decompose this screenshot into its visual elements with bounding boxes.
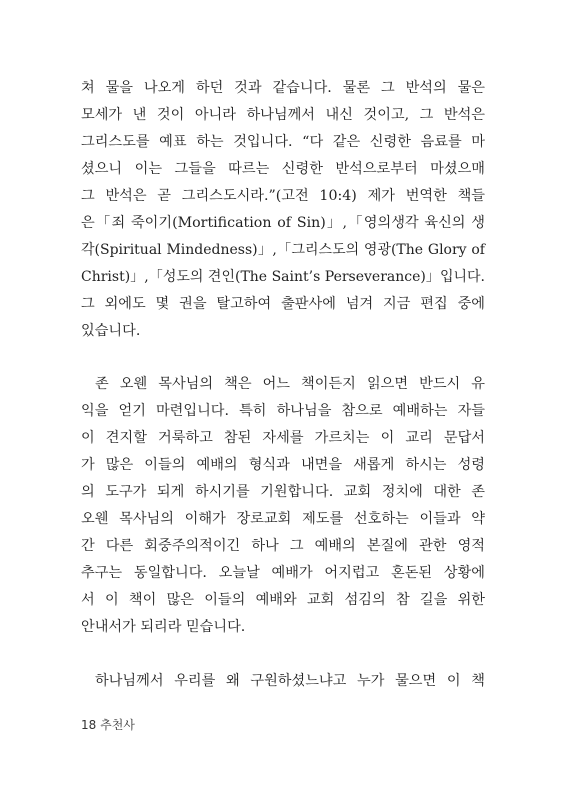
text-line: 하나님께서 우리를 왜 구원하셨느냐고 누가 물으면 이 책: [95, 673, 485, 689]
section-title: 추천사: [100, 718, 135, 732]
text-line: 모세가 낸 것이 아니라 하나님께서 내신 것이고, 그 반석은: [81, 107, 485, 123]
text-line: 그 반석은 곧 그리스도시라.”(고전 10:4) 제가 번역한 책들: [81, 188, 485, 204]
text-line: 셨으니 이는 그들을 따르는 신령한 반석으로부터 마셨으매: [81, 161, 485, 177]
text-line: 은「죄 죽이기(Mortification of Sin)」,「영의생각 육신의 생: [81, 215, 485, 231]
page-footer: [81, 716, 135, 733]
text-line: 그 외에도 몇 권을 탈고하여 출판사에 넘겨 지금 편집 중에: [81, 296, 485, 312]
text-line: 의 도구가 되게 하시기를 기원합니다. 교회 정치에 대한 존: [81, 484, 485, 500]
text-line: 각(Spiritual Mindedness)」,「그리스도의 영광(The Glory of: [81, 242, 485, 258]
text-line: 오웬 목사님의 이해가 장로교회 제도를 선호하는 이들과 약: [81, 511, 485, 527]
text-line: 가 많은 이들의 예배의 형식과 내면을 새롭게 하시는 성령: [81, 457, 485, 473]
text-line: 있습니다.: [81, 323, 141, 339]
text-line: 이 견지할 거룩하고 참된 자세를 가르치는 이 교리 문답서: [81, 430, 485, 446]
text-line: 안내서가 되리라 믿습니다.: [81, 619, 246, 635]
text-line: 익을 얻기 마련입니다. 특히 하나님을 참으로 예배하는 자들: [81, 403, 485, 419]
text-line: 서 이 책이 많은 이들의 예배와 교회 섬김의 참 길을 위한: [81, 592, 485, 608]
text-line: 그리스도를 예표 하는 것입니다. “다 같은 신령한 음료를 마: [81, 134, 485, 150]
text-line: 존 오웬 목사님의 책은 어느 책이든지 읽으면 반드시 유: [95, 376, 485, 392]
text-line: Christ)」,「성도의 견인(The Saint’s Perseverance)」입니다.: [81, 269, 485, 285]
text-line: 추구는 동일합니다. 오늘날 예배가 어지럽고 혼돈된 상황에: [81, 565, 485, 581]
text-line: 간 다른 회중주의적이긴 하나 그 예배의 본질에 관한 영적: [81, 538, 485, 554]
page-number: 18: [81, 718, 97, 732]
text-line: 쳐 물을 나오게 하던 것과 같습니다. 물론 그 반석의 물은: [81, 80, 485, 96]
